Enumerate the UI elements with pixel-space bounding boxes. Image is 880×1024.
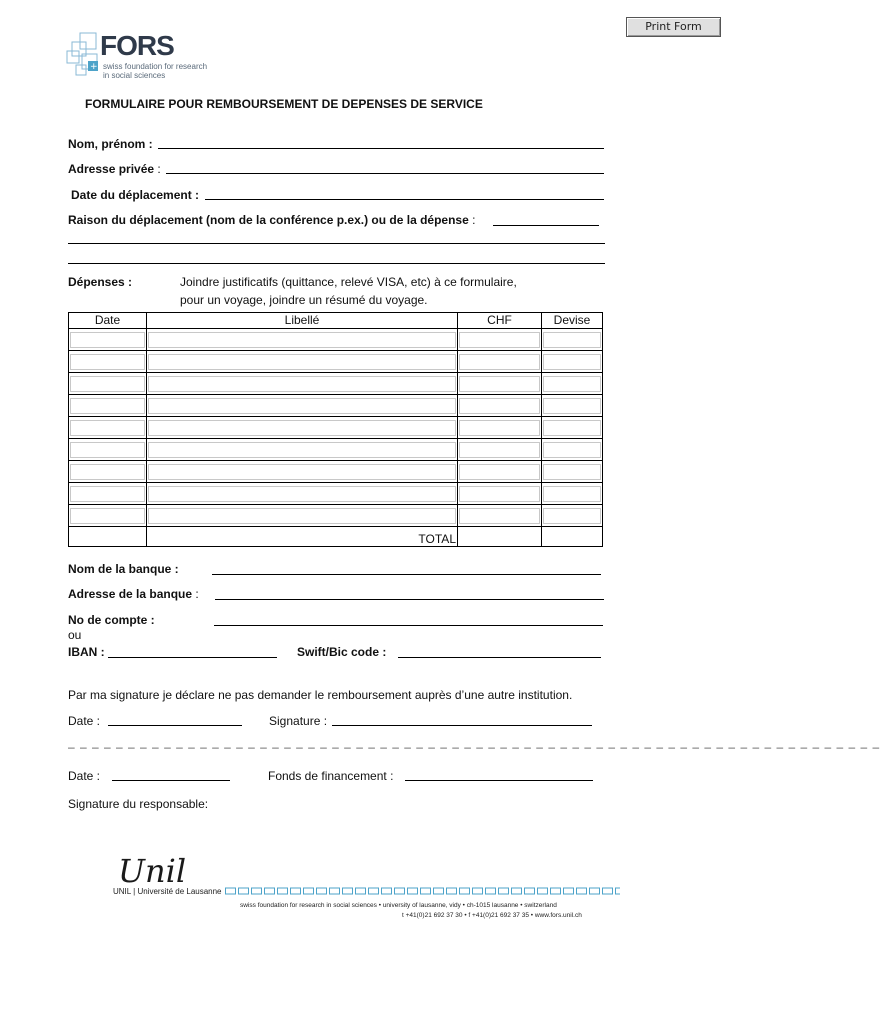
- total-chf-cell[interactable]: [458, 527, 542, 547]
- devise-cell: [542, 373, 603, 395]
- iban-label: IBAN :: [68, 645, 105, 659]
- date-input[interactable]: [70, 486, 145, 502]
- expense-table: [68, 312, 603, 547]
- adresse-banque-label-wrap: [68, 587, 199, 601]
- responsable-label: Signature du responsable:: [68, 797, 209, 811]
- date-cell: [69, 373, 147, 395]
- chf-input[interactable]: [459, 420, 540, 436]
- unil-label: UNIL | Université de Lausanne: [113, 887, 222, 896]
- libelle-cell: [147, 461, 458, 483]
- fors-logo-icon: [66, 32, 104, 78]
- devise-cell: [542, 439, 603, 461]
- libelle-input[interactable]: [148, 354, 456, 370]
- raison-field-1[interactable]: [493, 225, 599, 226]
- decorative-boxes-icon: [225, 887, 620, 895]
- fors-tagline: [103, 62, 223, 80]
- devise-input[interactable]: [543, 464, 601, 480]
- devise-cell: [542, 351, 603, 373]
- devise-input[interactable]: [543, 354, 601, 370]
- libelle-input[interactable]: [148, 486, 456, 502]
- devise-cell: [542, 483, 603, 505]
- chf-input[interactable]: [459, 508, 540, 524]
- signature-date-label: Date :: [68, 714, 101, 728]
- ou-label: ou: [68, 628, 82, 642]
- devise-input[interactable]: [543, 486, 601, 502]
- total-devise-cell[interactable]: [542, 527, 603, 547]
- depenses-label: Dépenses :: [68, 275, 133, 289]
- date-input[interactable]: [70, 332, 145, 348]
- libelle-input[interactable]: [148, 420, 456, 436]
- libelle-input[interactable]: [148, 332, 456, 348]
- date-deplacement-label: Date du déplacement :: [71, 188, 200, 202]
- libelle-cell: [147, 505, 458, 527]
- date-input[interactable]: [70, 464, 145, 480]
- total-row: [69, 527, 603, 547]
- adresse-label-wrap: [68, 162, 161, 176]
- adresse-banque-colon: :: [195, 587, 199, 601]
- chf-input[interactable]: [459, 486, 540, 502]
- fonds-field[interactable]: [405, 780, 593, 781]
- tagline-line-1: swiss foundation for research: [103, 62, 208, 71]
- iban-field[interactable]: [108, 657, 277, 658]
- nom-banque-field[interactable]: [212, 574, 601, 575]
- devise-cell: [542, 417, 603, 439]
- unil-logo-script: Unil: [118, 852, 187, 890]
- date-deplacement-field[interactable]: [205, 199, 604, 200]
- libelle-cell: [147, 329, 458, 351]
- adresse-field[interactable]: [166, 173, 604, 174]
- devise-cell: [542, 329, 603, 351]
- fors-logo-text: FORS: [100, 30, 174, 61]
- date-cell: [69, 417, 147, 439]
- column-header-libelle: Libellé: [147, 313, 458, 329]
- chf-cell: [458, 329, 542, 351]
- libelle-cell: [147, 483, 458, 505]
- date-cell: [69, 439, 147, 461]
- column-header-devise: Devise: [542, 313, 603, 329]
- table-row: [69, 373, 603, 395]
- date-cell: [69, 351, 147, 373]
- chf-input[interactable]: [459, 464, 540, 480]
- column-header-date: Date: [69, 313, 147, 329]
- raison-field-3[interactable]: [68, 263, 605, 264]
- date-cell: [69, 461, 147, 483]
- swift-field[interactable]: [398, 657, 601, 658]
- table-row: [69, 417, 603, 439]
- total-empty-cell: [69, 527, 147, 547]
- adresse-colon: :: [157, 162, 161, 176]
- funding-date-label: Date :: [68, 769, 101, 783]
- adresse-banque-field[interactable]: [215, 599, 604, 600]
- raison-field-2[interactable]: [68, 243, 605, 244]
- chf-cell: [458, 505, 542, 527]
- libelle-input[interactable]: [148, 398, 456, 414]
- devise-input[interactable]: [543, 442, 601, 458]
- tagline-line-2: in social sciences: [103, 71, 166, 80]
- devise-cell: [542, 395, 603, 417]
- chf-cell: [458, 417, 542, 439]
- signature-field[interactable]: [332, 725, 592, 726]
- table-row: [69, 351, 603, 373]
- chf-cell: [458, 395, 542, 417]
- libelle-cell: [147, 439, 458, 461]
- footer-address-line: swiss foundation for research in social sciences • university of lausanne, vidy • ch-1015 lausanne • switzerland: [240, 902, 557, 909]
- nom-field[interactable]: [158, 148, 604, 149]
- libelle-cell: [147, 373, 458, 395]
- nom-banque-label: Nom de la banque :: [68, 562, 179, 576]
- column-header-chf: CHF: [458, 313, 542, 329]
- libelle-input[interactable]: [148, 442, 456, 458]
- date-input[interactable]: [70, 354, 145, 370]
- table-header-row: [69, 313, 603, 329]
- table-row: [69, 461, 603, 483]
- libelle-cell: [147, 417, 458, 439]
- swift-label: Swift/Bic code :: [297, 645, 387, 659]
- chf-input[interactable]: [459, 332, 540, 348]
- date-input[interactable]: [70, 398, 145, 414]
- total-label: TOTAL: [147, 527, 458, 547]
- devise-input[interactable]: [543, 420, 601, 436]
- date-input[interactable]: [70, 376, 145, 392]
- date-input[interactable]: [70, 420, 145, 436]
- form-title: FORMULAIRE POUR REMBOURSEMENT DE DEPENSES DE SERVICE: [85, 97, 483, 111]
- chf-input[interactable]: [459, 398, 540, 414]
- signature-label: Signature :: [269, 714, 328, 728]
- fonds-label: Fonds de financement :: [268, 769, 394, 783]
- print-form-button[interactable]: Print Form: [626, 17, 721, 37]
- devise-input[interactable]: [543, 332, 601, 348]
- nom-label: Nom, prénom :: [68, 137, 153, 151]
- chf-cell: [458, 373, 542, 395]
- libelle-input[interactable]: [148, 508, 456, 524]
- separator-dashes: – – – – – – – – – – – – – – – – – – – – – – – – – – – – – – – – – – – – – – – – – – – – – – – – – – – – – – – – – – – – – – – – – – – –: [68, 740, 880, 754]
- footer-contact-line: t +41(0)21 692 37 30 • f +41(0)21 692 37 35 • www.fors.unil.ch: [402, 912, 582, 919]
- devise-input[interactable]: [543, 398, 601, 414]
- table-row: [69, 329, 603, 351]
- depenses-instruction-1: Joindre justificatifs (quittance, relevé VISA, etc) à ce formulaire,: [180, 275, 517, 289]
- chf-cell: [458, 439, 542, 461]
- date-cell: [69, 483, 147, 505]
- funding-date-field[interactable]: [112, 780, 230, 781]
- libelle-cell: [147, 395, 458, 417]
- adresse-banque-label: Adresse de la banque: [68, 587, 193, 601]
- chf-cell: [458, 351, 542, 373]
- date-input[interactable]: [70, 508, 145, 524]
- depenses-instruction-2: pour un voyage, joindre un résumé du voyage.: [180, 293, 428, 307]
- table-row: [69, 395, 603, 417]
- signature-date-field[interactable]: [108, 725, 242, 726]
- raison-label-wrap: [68, 213, 475, 227]
- table-row: [69, 439, 603, 461]
- table-row: [69, 505, 603, 527]
- date-cell: [69, 395, 147, 417]
- devise-cell: [542, 461, 603, 483]
- adresse-label: Adresse privée: [68, 162, 155, 176]
- libelle-cell: [147, 351, 458, 373]
- libelle-input[interactable]: [148, 464, 456, 480]
- svg-text:+: +: [90, 62, 98, 72]
- devise-input[interactable]: [543, 376, 601, 392]
- devise-cell: [542, 505, 603, 527]
- no-compte-label: No de compte :: [68, 613, 155, 627]
- chf-input[interactable]: [459, 354, 540, 370]
- table-row: [69, 483, 603, 505]
- declaration-text: Par ma signature je déclare ne pas demander le remboursement auprès d’une autre institution.: [68, 688, 573, 702]
- chf-input[interactable]: [459, 376, 540, 392]
- date-cell: [69, 505, 147, 527]
- raison-label: Raison du déplacement (nom de la conférence p.ex.) ou de la dépense: [68, 213, 469, 227]
- date-cell: [69, 329, 147, 351]
- chf-input[interactable]: [459, 442, 540, 458]
- chf-cell: [458, 461, 542, 483]
- libelle-input[interactable]: [148, 376, 456, 392]
- date-input[interactable]: [70, 442, 145, 458]
- chf-cell: [458, 483, 542, 505]
- devise-input[interactable]: [543, 508, 601, 524]
- raison-colon: :: [472, 213, 476, 227]
- no-compte-field[interactable]: [214, 625, 603, 626]
